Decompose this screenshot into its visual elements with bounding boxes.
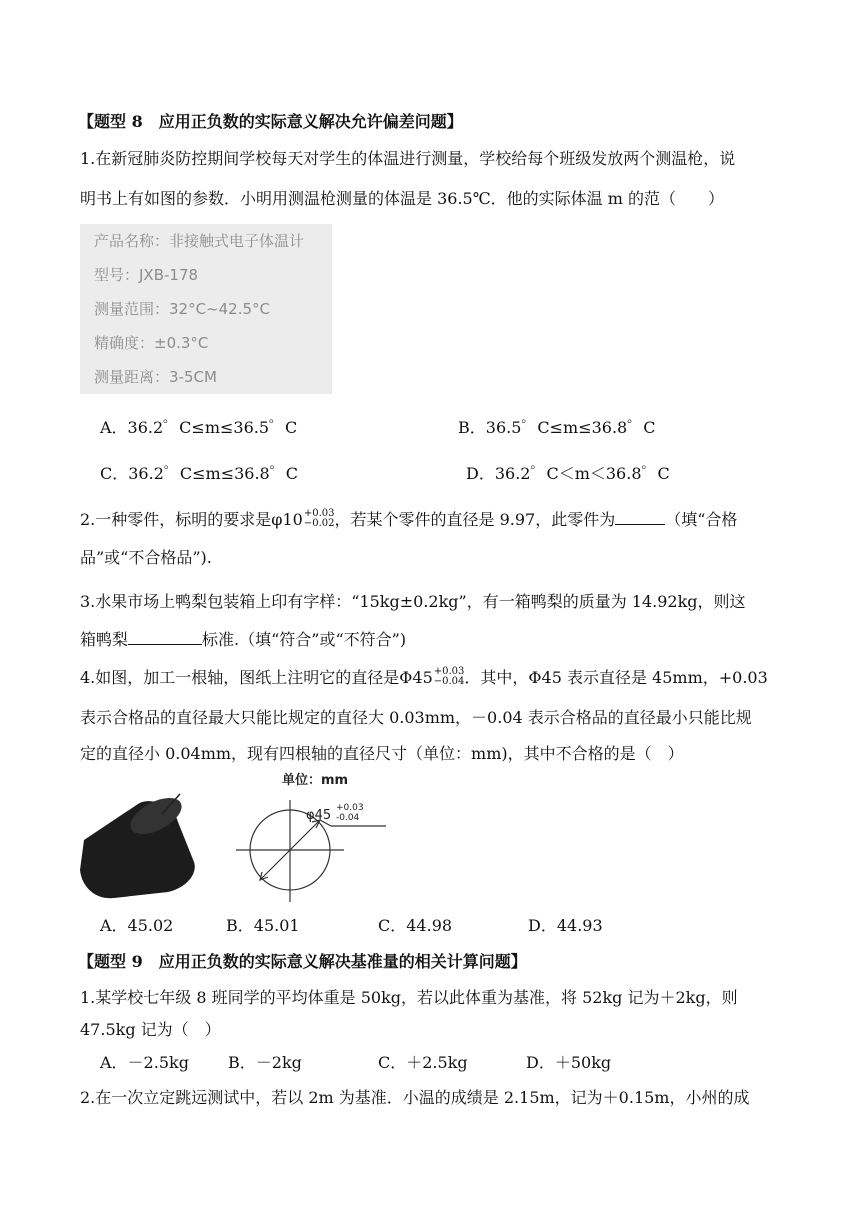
q4-text-line3: 定的直径小 0.04mm，现有四根轴的直径尺寸（单位：mm)，其中不合格的是（ ） xyxy=(80,744,684,763)
section-9-heading: 【题型 9 应用正负数的实际意义解决基准量的相关计算问题】 xyxy=(78,952,527,971)
s9-q1-option-a[interactable]: A．－2.5kg xyxy=(100,1053,189,1072)
q4-text-pre: 4.如图，加工一根轴，图纸上注明它的直径是Φ45 xyxy=(80,668,433,687)
section-8-heading: 【题型 8 应用正负数的实际意义解决允许偏差问题】 xyxy=(78,112,463,131)
spec-accuracy: 精确度：±0.3°C xyxy=(94,334,209,352)
q2-text-pre: 2.一种零件，标明的要求是φ10 xyxy=(80,510,303,529)
q2-text-line1 xyxy=(80,507,738,531)
q3-text-post: 标准.（填“符合”或“不符合”) xyxy=(202,630,407,649)
q4-option-c[interactable]: C．44.98 xyxy=(378,916,453,935)
q2-text-line2: 品”或“不合格品”). xyxy=(80,548,212,567)
shaft-cylinder-icon xyxy=(80,790,195,898)
q4-option-b[interactable]: B．45.01 xyxy=(226,916,300,935)
thermometer-spec-image xyxy=(80,224,332,394)
spec-product-name: 产品名称：非接触式电子体温计 xyxy=(94,232,305,250)
q4-text-post: ．其中，Φ45 表示直径是 45mm，+0.03 xyxy=(464,668,768,687)
q4-text-line2: 表示合格品的直径最大只能比规定的直径大 0.03mm，－0.04 表示合格品的直径最小只能比规 xyxy=(80,708,752,727)
figure-dimension-label: φ45 xyxy=(306,808,332,823)
s9-q1-text-line1: 1.某学校七年级 8 班同学的平均体重是 50kg，若以此体重为基准，将 52kg 记为＋2kg，则 xyxy=(80,988,738,1007)
spec-model: 型号：JXB-178 xyxy=(94,266,199,284)
q3-text-line2 xyxy=(80,630,406,650)
s9-q1-option-c[interactable]: C．＋2.5kg xyxy=(378,1053,468,1072)
q1-text-line1: 1.在新冠肺炎防控期间学校每天对学生的体温进行测量，学校给每个班级发放两个测温枪，说 xyxy=(80,149,736,168)
q4-tolerance xyxy=(434,667,465,687)
shaft-figure xyxy=(76,770,406,905)
s9-q1-option-b[interactable]: B．－2kg xyxy=(228,1053,302,1072)
s9-q1-text-line2: 47.5kg 记为（ ） xyxy=(80,1020,221,1039)
spec-range: 测量范围：32°C~42.5°C xyxy=(94,300,271,318)
q1-option-a[interactable]: A．36.2゜C≤m≤36.5゜C xyxy=(100,418,298,437)
s9-q1-option-d[interactable]: D．＋50kg xyxy=(526,1053,612,1072)
figure-tolerance-upper: +0.03 xyxy=(336,803,364,813)
q2-tolerance-lower: −0.02 xyxy=(303,517,335,529)
q2-text-mid: ，若某个零件的直径是 9.97，此零件为 xyxy=(334,510,616,529)
q4-text-line1 xyxy=(80,665,768,689)
q1-option-d[interactable]: D．36.2゜C＜m＜36.8゜C xyxy=(466,464,670,483)
q3-text-pre: 箱鸭梨 xyxy=(80,630,129,649)
figure-tolerance-lower: -0.04 xyxy=(336,813,360,823)
q2-tolerance-upper: +0.03 xyxy=(303,507,335,519)
figure-unit-label: 单位：mm xyxy=(282,773,349,788)
q4-tolerance-lower: −0.04 xyxy=(433,675,465,687)
q2-tolerance xyxy=(304,509,335,529)
q4-option-a[interactable]: A．45.02 xyxy=(100,916,174,935)
q1-option-c[interactable]: C．36.2゜C≤m≤36.8゜C xyxy=(100,464,298,483)
q1-option-b[interactable]: B．36.5゜C≤m≤36.8゜C xyxy=(458,418,656,437)
s9-q2-text-line1: 2.在一次立定跳远测试中，若以 2m 为基准．小温的成绩是 2.15m，记为＋0.15m，小州的成 xyxy=(80,1088,750,1107)
q3-text-line1: 3.水果市场上鸭梨包装箱上印有字样：“15kg±0.2kg”，有一箱鸭梨的质量为 14.92kg，则这 xyxy=(80,592,746,611)
spec-distance: 测量距离：3-5CM xyxy=(94,368,217,386)
q1-text-line2: 明书上有如图的参数．小明用测温枪测量的体温是 36.5℃．他的实际体温 m 的范（ ） xyxy=(80,189,724,208)
q3-answer-blank[interactable] xyxy=(128,630,202,645)
q4-option-d[interactable]: D．44.93 xyxy=(528,916,603,935)
q2-text-post: （填“合格 xyxy=(665,510,738,529)
q4-tolerance-upper: +0.03 xyxy=(433,665,465,677)
q2-answer-blank[interactable] xyxy=(615,510,665,525)
